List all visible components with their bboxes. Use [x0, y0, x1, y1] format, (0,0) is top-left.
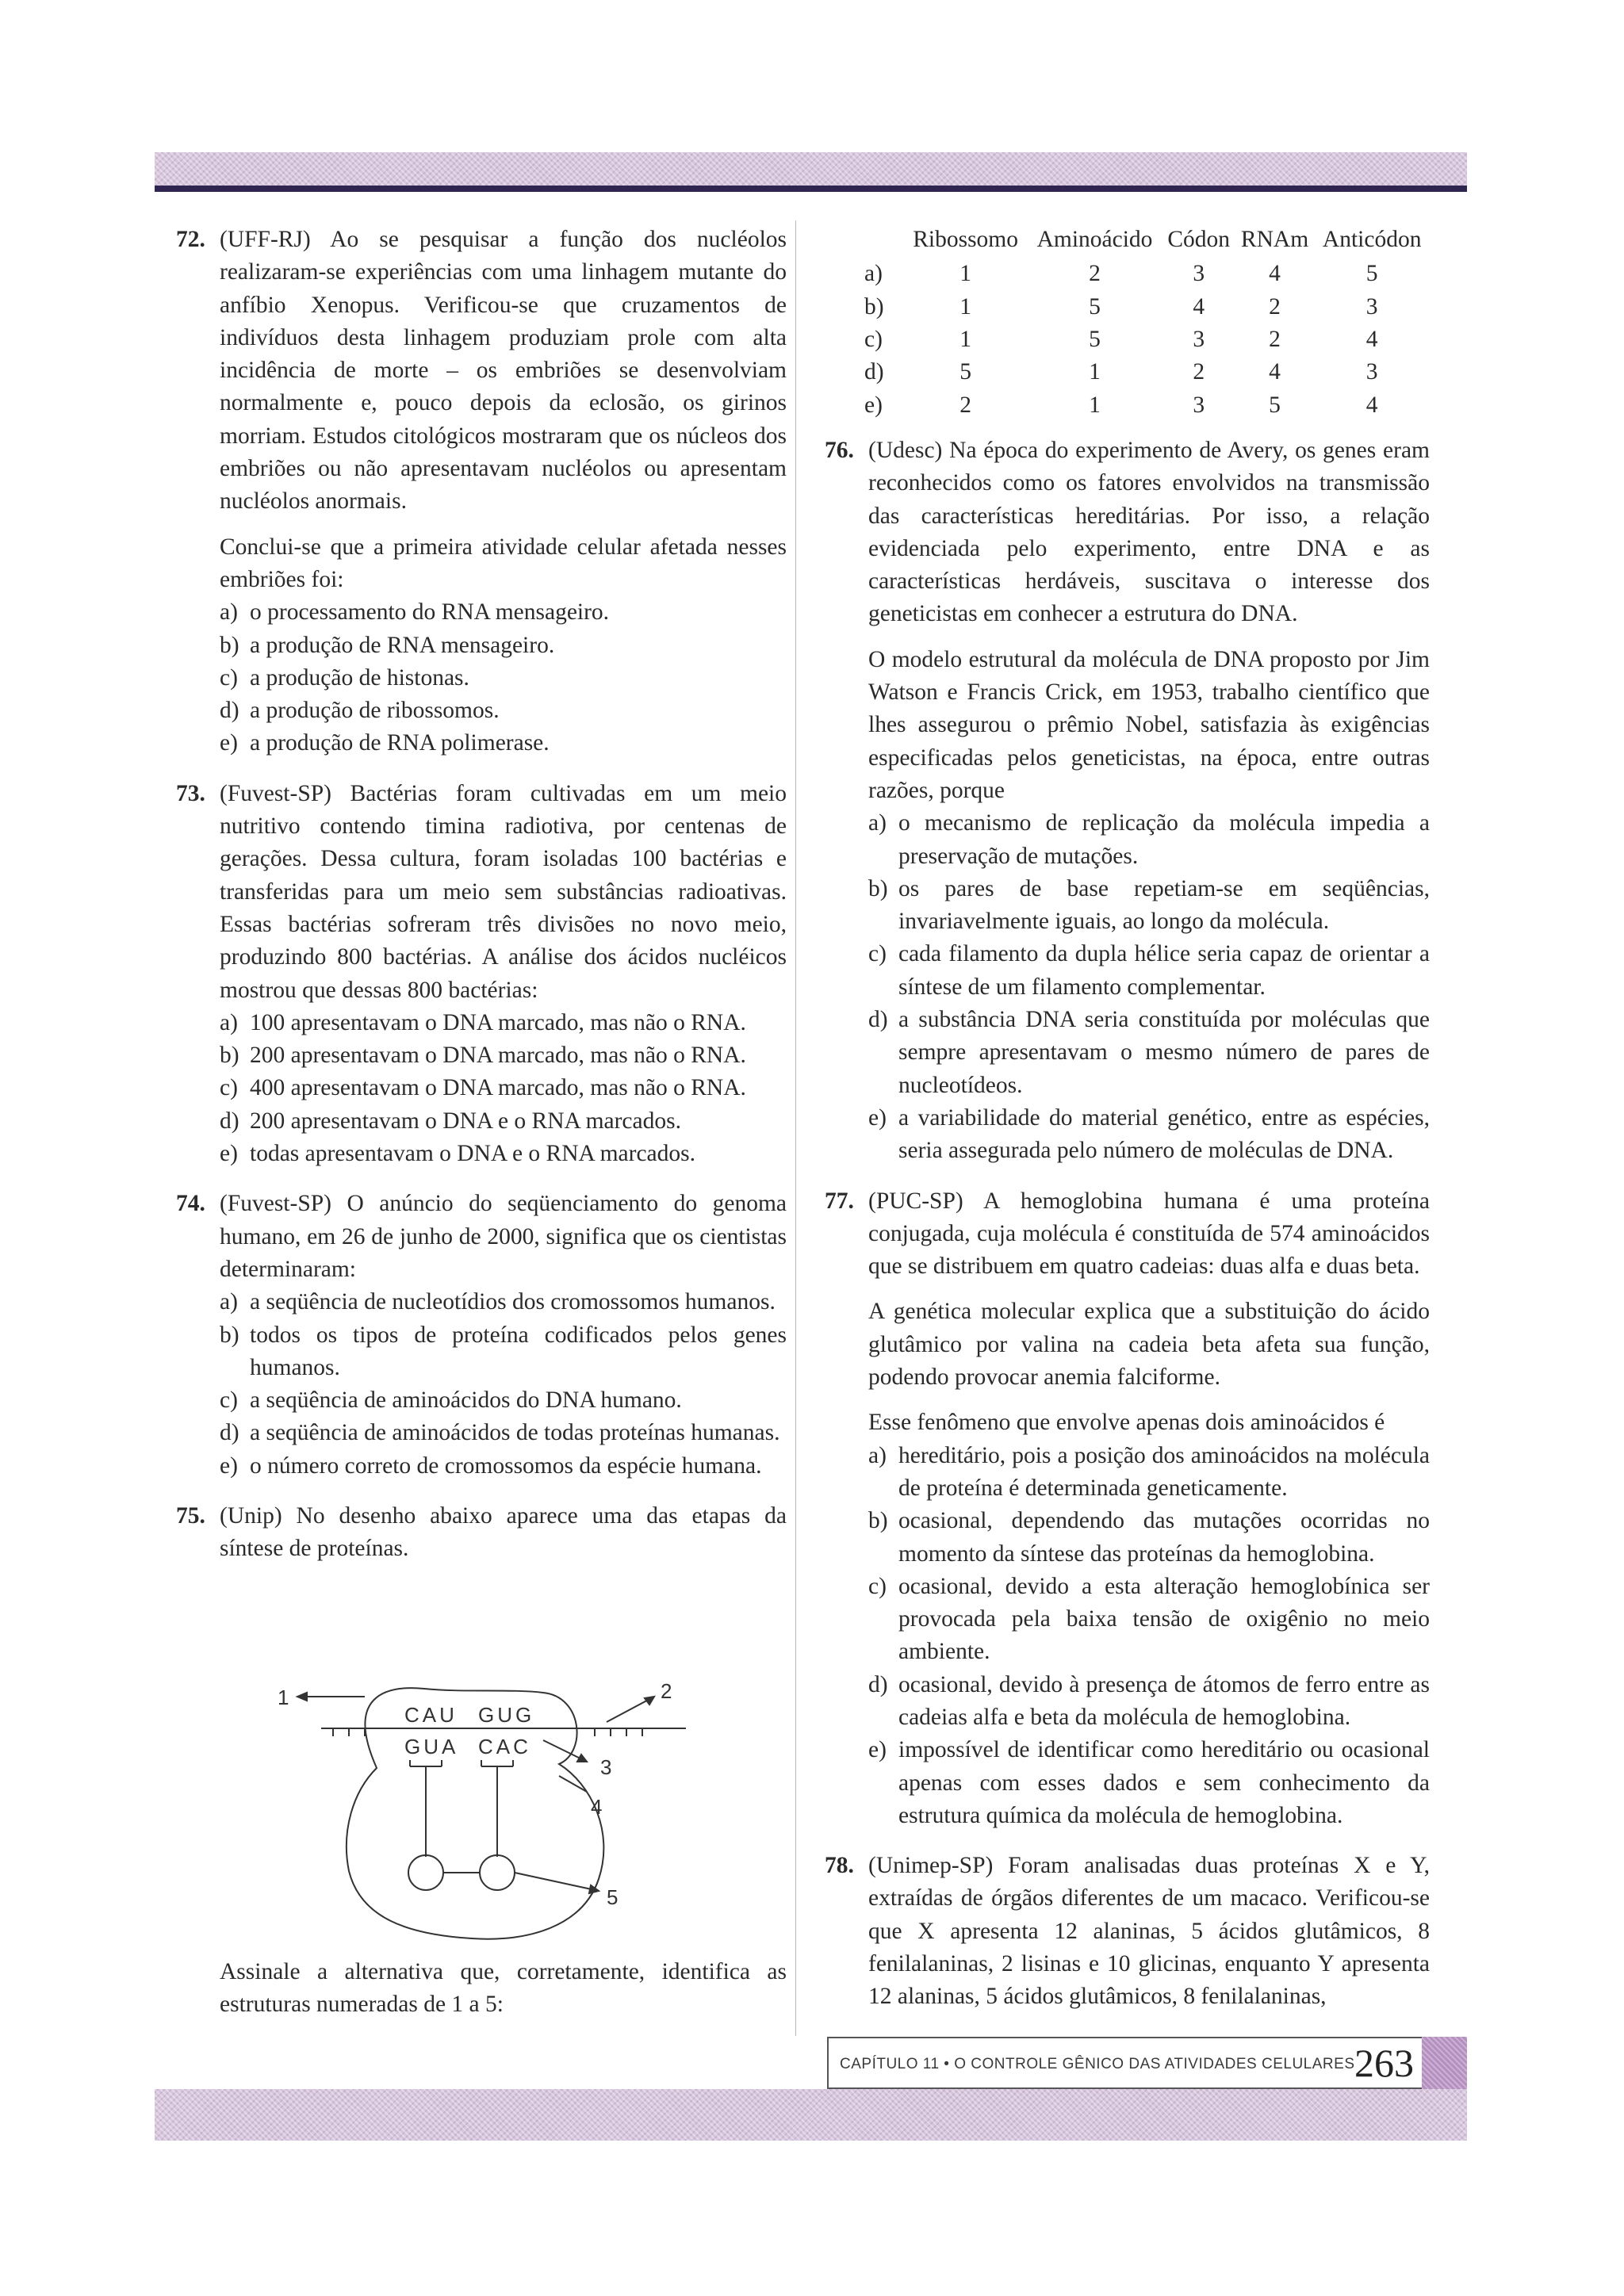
option-list	[220, 1286, 787, 1483]
codon-2: GUG	[478, 1703, 535, 1727]
option-c: c) a produção de histonas.	[220, 664, 469, 691]
header-rule	[155, 186, 1467, 192]
option-c: c) a seqüência de aminoácidos do DNA humano.	[220, 1387, 682, 1414]
trna-1	[410, 1760, 442, 1857]
question-77	[825, 1185, 1430, 1833]
ribosome-outline	[347, 1688, 603, 1939]
footer-band	[155, 2089, 1467, 2141]
label-4: 4	[591, 1795, 603, 1819]
option-a: a) hereditário, pois a posição dos aminoácidos na molécula de proteína é determinada geneticamente.	[868, 1442, 1430, 1501]
question-72	[176, 224, 787, 760]
question-75-stem: Assinale a alternativa que, corretamente, identifica as estruturas numeradas de 1 a 5:	[220, 1959, 787, 2018]
table-row: b) 1 5 4 2 3	[864, 293, 1378, 320]
amino-acid-1	[408, 1855, 443, 1890]
column-divider	[795, 220, 796, 2036]
trna-2	[481, 1760, 513, 1857]
option-c: c) cada filamento da dupla hélice seria capaz de orientar a síntese de um filamento complementar.	[868, 941, 1430, 1000]
option-a: a) o processamento do RNA mensageiro.	[220, 599, 610, 626]
question-74	[176, 1188, 787, 1483]
table-row: a) 1 2 3 4 5	[864, 261, 1378, 287]
option-b: b) todos os tipos de proteína codificados pelos genes humanos.	[220, 1322, 787, 1380]
option-list	[220, 596, 787, 760]
table-header: Aminoácido	[1036, 227, 1153, 252]
question-text: (Udesc) Na época do experimento de Avery, os genes eram reconhecidos como os fatores envolvidos na transmissão das características hereditárias. Por isso, a relação evidenciada pelo experimento, entre DNA e as características herdáveis, suscitava o interesse dos geneticistas em conhecer a estrutura do DNA.	[868, 438, 1430, 627]
footer-tab	[1422, 2037, 1467, 2089]
table-row: e) 2 1 3 5 4	[864, 392, 1378, 418]
option-d: d) a produção de ribossomos.	[220, 698, 500, 724]
question-text: (PUC-SP) A hemoglobina humana é uma proteína conjugada, cuja molécula é constituída de 574 aminoácidos que se distribuem em quatro cadeias: duas alfa e duas beta.	[868, 1188, 1430, 1280]
option-e: e) a variabilidade do material genético, entre as espécies, seria assegurada pelo número de moléculas de DNA.	[868, 1104, 1430, 1164]
question-text: (Fuvest-SP) O anúncio do seqüenciamento do genoma humano, em 26 de junho de 2000, significa que os cientistas determinaram:	[220, 1191, 787, 1282]
label-pointers	[297, 1693, 654, 1893]
option-b: b) ocasional, dependendo das mutações ocorridas no momento da síntese das proteínas da hemoglobina.	[868, 1508, 1430, 1567]
option-c: c) 400 apresentavam o DNA marcado, mas não o RNA.	[220, 1075, 746, 1101]
option-list	[868, 1440, 1430, 1833]
table-row: d) 5 1 2 4 3	[864, 359, 1378, 385]
question-number: 75.	[176, 1502, 205, 1529]
option-d: d) a substância DNA seria constituída por moléculas que sempre apresentavam o mesmo número de pares de nucleotídeos.	[868, 1007, 1430, 1098]
option-e: e) todas apresentavam o DNA e o RNA marcados.	[220, 1141, 695, 1167]
left-column	[176, 224, 787, 1566]
chapter-label: CAPÍTULO 11 • O CONTROLE GÊNICO DAS ATIVIDADES CELULARES	[840, 2056, 1355, 2072]
option-b: b) os pares de base repetiam-se em seqüências, invariavelmente iguais, ao longo da molécula.	[868, 875, 1430, 935]
table-header: Códon	[1167, 227, 1231, 252]
question-text-2: A genética molecular explica que a substituição do ácido glutâmico por valina na cadeia beta afeta sua função, podendo provocar anemia falciforme.	[868, 1299, 1430, 1391]
question-stem: O modelo estrutural da molécula de DNA proposto por Jim Watson e Francis Crick, em 1953, trabalho científico que lhes assegurou o prêmio Nobel, satisfazia às exigências especificadas pelos geneticistas, na época, entre outras razões, porque	[868, 646, 1430, 803]
label-2: 2	[661, 1679, 672, 1703]
question-number: 73.	[176, 780, 205, 806]
table-header-row	[825, 224, 1430, 258]
table-header: Anticódon	[1322, 227, 1422, 252]
question-76	[825, 434, 1430, 1168]
question-stem: Esse fenômeno que envolve apenas dois aminoácidos é	[868, 1410, 1385, 1436]
label-3: 3	[600, 1755, 612, 1779]
option-e: e) o número correto de cromossomos da espécie humana.	[220, 1452, 762, 1479]
codon-1: CAU	[404, 1703, 458, 1727]
option-a: a) 100 apresentavam o DNA marcado, mas não o RNA.	[220, 1009, 746, 1035]
anticodon-2: CAC	[478, 1735, 531, 1758]
question-78	[825, 1850, 1430, 2013]
question-stem: Conclui-se que a primeira atividade celular afetada nesses embriões foi:	[220, 534, 787, 592]
option-e: e) a produção de RNA polimerase.	[220, 730, 550, 756]
right-column	[825, 434, 1430, 2014]
option-a: a) o mecanismo de replicação da molécula impedia a preservação de mutações.	[868, 810, 1430, 869]
page-footer	[827, 2037, 1423, 2089]
question-number: 77.	[825, 1188, 854, 1214]
question-number: 76.	[825, 438, 854, 463]
question-75	[176, 1500, 787, 1566]
option-b: b) a produção de RNA mensageiro.	[220, 632, 555, 658]
anticodon-1: GUA	[404, 1735, 459, 1758]
option-list	[220, 1007, 787, 1170]
option-d: d) 200 apresentavam o DNA e o RNA marcados.	[220, 1108, 681, 1134]
question-number: 72.	[176, 227, 205, 252]
option-list	[868, 807, 1430, 1167]
question-73	[176, 778, 787, 1171]
table-header: Ribossomo	[913, 227, 1018, 252]
question-number: 78.	[825, 1853, 854, 1879]
option-d: d) a seqüência de aminoácidos de todas proteínas humanas.	[220, 1420, 780, 1446]
answer-table	[825, 224, 1430, 422]
page-number: 263	[1354, 2041, 1414, 2085]
question-text: (UFF-RJ) Ao se pesquisar a função dos nucléolos realizaram-se experiências com uma linhagem mutante do anfíbio Xenopus. Verificou-se que cruzamentos de indivíduos desta linhagem produziam prole com alta incidência de morte – os embriões se desenvolviam normalmente e, pouco depois da eclosão, os girinos morriam. Estudos citológicos mostraram que os núcleos dos embriões ou não apresentavam nucléolos ou apresentam nucléolos anormais.	[220, 227, 787, 515]
translation-diagram	[274, 1673, 686, 1942]
label-5: 5	[607, 1885, 619, 1909]
label-1: 1	[278, 1686, 289, 1709]
header-band	[155, 152, 1467, 188]
question-text: (Fuvest-SP) Bactérias foram cultivadas em um meio nutritivo contendo timina radiotiva, por centenas de gerações. Dessa cultura, foram isoladas 100 bactérias e transferidas para um meio sem substâncias radioativas. Essas bactérias sofreram três divisões no novo meio, produzindo 800 bactérias. A análise dos ácidos nucléicos mostrou que dessas 800 bactérias:	[220, 780, 787, 1003]
option-a: a) a seqüência de nucleotídios dos cromossomos humanos.	[220, 1289, 776, 1315]
option-b: b) 200 apresentavam o DNA marcado, mas não o RNA.	[220, 1043, 746, 1069]
question-text: (Unimep-SP) Foram analisadas duas proteínas X e Y, extraídas de órgãos diferentes de um macaco. Verificou-se que X apresenta 12 alaninas, 5 ácidos glutâmicos, 8 fenilalaninas, 2 lisinas e 10 glicinas, enquanto Y apresenta 12 alaninas, 5 ácidos glutâmicos, 8 fenilalaninas,	[868, 1853, 1430, 2010]
amino-acid-2	[480, 1855, 515, 1890]
option-e: e) impossível de identificar como hereditário ou ocasional apenas com esses dados e sem conhecimento da estrutura química da molécula de hemoglobina.	[868, 1737, 1430, 1828]
option-c: c) ocasional, devido a esta alteração hemoglobínica ser provocada pela baixa tensão de oxigênio no meio ambiente.	[868, 1573, 1430, 1665]
question-text: (Unip) No desenho abaixo aparece uma das etapas da síntese de proteínas.	[220, 1502, 787, 1562]
table-row: c) 1 5 3 2 4	[864, 326, 1378, 352]
option-d: d) ocasional, devido à presença de átomos de ferro entre as cadeias alfa e beta da molécula de hemoglobina.	[868, 1671, 1430, 1730]
question-number: 74.	[176, 1191, 205, 1217]
table-header: RNAm	[1240, 227, 1309, 252]
